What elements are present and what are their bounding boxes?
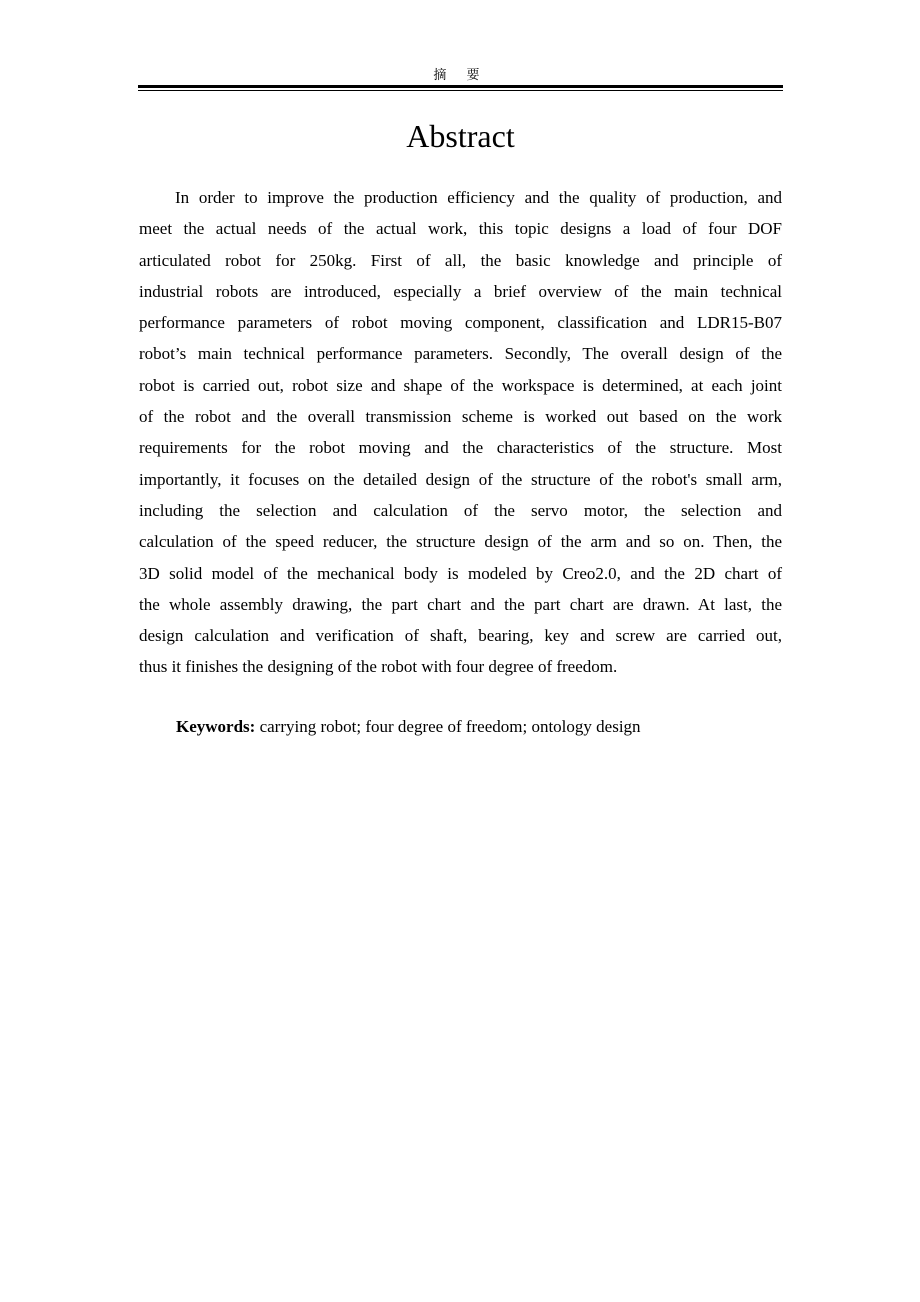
abstract-line: industrial robots are introduced, especially a brief overview of the main technical bbox=[139, 281, 782, 301]
abstract-line: robot is carried out, robot size and shape of the workspace is determined, at each joint bbox=[139, 375, 782, 395]
abstract-line: importantly, it focuses on the detailed design of the structure of the robot's small arm, bbox=[139, 469, 782, 489]
keywords-label: Keywords: bbox=[176, 717, 256, 736]
abstract-body bbox=[139, 182, 782, 683]
abstract-line: In order to improve the production efficiency and the quality of production, and bbox=[175, 188, 782, 207]
abstract-line: meet the actual needs of the actual work, this topic designs a load of four DOF bbox=[139, 219, 782, 239]
header-rule-thick bbox=[138, 85, 783, 88]
running-header: 摘 要 bbox=[433, 68, 488, 83]
header-rule-thin bbox=[138, 90, 783, 91]
abstract-line: of the robot and the overall transmission scheme is worked out based on the work bbox=[139, 407, 782, 427]
keywords bbox=[176, 712, 641, 742]
abstract-title: Abstract bbox=[406, 118, 515, 154]
abstract-line: thus it finishes the designing of the robot with four degree of freedom. bbox=[139, 657, 618, 677]
abstract-line: 3D solid model of the mechanical body is modeled by Creo2.0, and the 2D chart of bbox=[139, 563, 782, 583]
abstract-line: articulated robot for 250kg. First of all, the basic knowledge and principle of bbox=[139, 250, 782, 270]
abstract-line: the whole assembly drawing, the part chart and the part chart are drawn. At last, the bbox=[139, 594, 782, 614]
abstract-line: requirements for the robot moving and the characteristics of the structure. Most bbox=[139, 438, 782, 458]
abstract-line: including the selection and calculation of the servo motor, the selection and bbox=[139, 500, 782, 520]
keywords-text: carrying robot; four degree of freedom; ontology design bbox=[255, 717, 641, 736]
abstract-line: calculation of the speed reducer, the structure design of the arm and so on. Then, the bbox=[139, 532, 782, 552]
abstract-line: performance parameters of robot moving component, classification and LDR15-B07 bbox=[139, 313, 782, 333]
abstract-line: design calculation and verification of shaft, bearing, key and screw are carried out, bbox=[139, 626, 782, 646]
abstract-line: robot’s main technical performance parameters. Secondly, The overall design of the bbox=[139, 344, 782, 364]
